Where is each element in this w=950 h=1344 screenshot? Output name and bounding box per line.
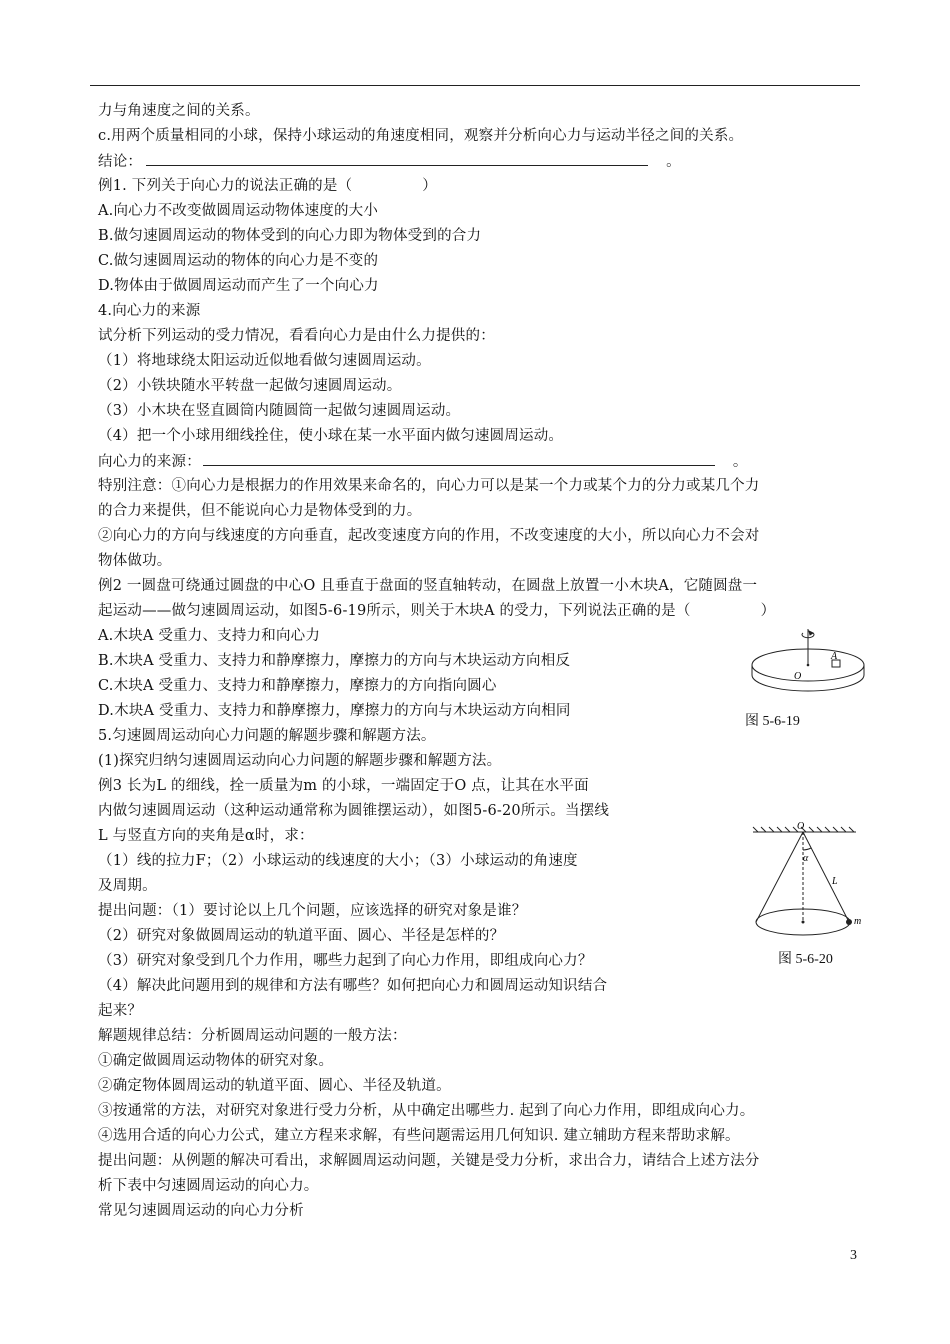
- center-dot: [807, 664, 810, 667]
- conclusion-line: [98, 151, 681, 172]
- label-a: A: [831, 651, 838, 662]
- source-label: 向心力的来源：: [98, 454, 201, 470]
- header-rule: [90, 85, 860, 86]
- pendulum-string: [803, 832, 849, 922]
- option-a: A.向心力不改变做圆周运动物体速度的大小: [98, 203, 379, 219]
- answer-blank[interactable]: [203, 451, 715, 466]
- figure-caption: 图 5-6-19: [745, 714, 800, 729]
- text-line: ②确定物体圆周运动的轨道平面、圆心、半径及轨道。: [98, 1078, 451, 1094]
- text-line: ①确定做圆周运动物体的研究对象。: [98, 1053, 334, 1069]
- example-2-question: 起运动——做匀速圆周运动，如图5-6-19所示，则关于木块A 的受力，下列说法正确的是（: [98, 603, 691, 619]
- text-line: ②向心力的方向与线速度的方向垂直，起改变速度方向的作用，不改变速度的大小，所以向心力不会对: [98, 528, 760, 544]
- angle-arc: [803, 848, 811, 850]
- text-line: 的合力来提供，但不能说向心力是物体受到的力。: [98, 503, 422, 519]
- option-a: A.木块A 受重力、支持力和向心力: [98, 628, 321, 644]
- text-line: c.用两个质量相同的小球，保持小球运动的角速度相同，观察并分析向心力与运动半径之间的关系。: [98, 128, 744, 144]
- example-1-line: [98, 176, 437, 196]
- text-line: 物体做功。: [98, 553, 172, 569]
- center-dot: [802, 921, 805, 924]
- option-d: D.木块A 受重力、支持力和静摩擦力，摩擦力的方向与木块运动方向相同: [98, 703, 571, 719]
- text-line: 提出问题：（1）要讨论以上几个问题，应该选择的研究对象是谁？: [98, 903, 527, 919]
- label-alpha: α: [803, 853, 809, 864]
- list-item: （1）将地球绕太阳运动近似地看做匀速圆周运动。: [98, 353, 431, 369]
- answer-blank[interactable]: [146, 151, 648, 166]
- text-line: 力与角速度之间的关系。: [98, 103, 260, 119]
- period: 。: [732, 454, 748, 470]
- arrowhead-icon: [809, 631, 813, 635]
- text-line: (1)探究归纳匀速圆周运动向心力问题的解题步骤和解题方法。: [98, 753, 502, 769]
- option-d: D.物体由于做圆周运动而产生了一个向心力: [98, 278, 379, 294]
- option-b: B.做匀速圆周运动的物体受到的向心力即为物体受到的合力: [98, 228, 482, 244]
- example-2-line: [98, 601, 775, 621]
- list-item: （2）小铁块随水平转盘一起做匀速圆周运动。: [98, 378, 402, 394]
- text-line: 常见匀速圆周运动的向心力分析: [98, 1203, 304, 1219]
- label-l: L: [832, 876, 838, 887]
- option-c: C.木块A 受重力、支持力和静摩擦力，摩擦力的方向指向圆心: [98, 678, 497, 694]
- text-line: 析下表中匀速圆周运动的向心力。: [98, 1178, 319, 1194]
- paren-close: ）: [422, 178, 437, 194]
- text-line: （3）研究对象受到几个力作用，哪些力起到了向心力作用，即组成向心力？: [98, 953, 593, 969]
- option-b: B.木块A 受重力、支持力和静摩擦力，摩擦力的方向与木块运动方向相反: [98, 653, 571, 669]
- list-item: （3）小木块在竖直圆筒内随圆筒一起做匀速圆周运动。: [98, 403, 461, 419]
- section-heading: 4.向心力的来源: [98, 303, 201, 319]
- disc-rim: [752, 665, 864, 691]
- text-line: L 与竖直方向的夹角是α时，求：: [98, 828, 314, 844]
- text-line: 提出问题：从例题的解决可看出，求解圆周运动问题，关键是受力分析，求出合力，请结合上述方法分: [98, 1153, 760, 1169]
- text-line: （2）研究对象做圆周运动的轨道平面、圆心、半径是怎样的？: [98, 928, 505, 944]
- label-m: m: [854, 916, 862, 927]
- paren-close: ）: [760, 603, 776, 619]
- text-line: 试分析下列运动的受力情况，看看向心力是由什么力提供的：: [98, 328, 495, 344]
- text-line: 及周期。: [98, 878, 157, 894]
- disc-figure: [748, 625, 868, 705]
- text-line: 例3 长为L 的细线，拴一质量为m 的小球，一端固定于O 点，让其在水平面: [98, 778, 589, 794]
- text-line: 例2 一圆盘可绕通过圆盘的中心O 且垂直于盘面的竖直轴转动，在圆盘上放置一小木块A，它随圆盘一: [98, 578, 758, 594]
- conclusion-label: 结论：: [98, 154, 143, 170]
- conical-pendulum-figure: [748, 818, 866, 948]
- cone-edge-left: [756, 832, 803, 922]
- text-line: 起来？: [98, 1003, 143, 1019]
- option-c: C.做匀速圆周运动的物体的向心力是不变的: [98, 253, 379, 269]
- text-line: ④选用合适的向心力公式，建立方程来求解，有些问题需运用几何知识. 建立辅助方程来帮助求解。: [98, 1128, 740, 1144]
- section-heading: 5.匀速圆周运动向心力问题的解题步骤和解题方法。: [98, 728, 436, 744]
- text-line: 解题规律总结：分析圆周运动问题的一般方法：: [98, 1028, 407, 1044]
- figure-caption: 图 5-6-20: [778, 952, 833, 967]
- page-number: 3: [850, 1248, 857, 1263]
- text-line: （1）线的拉力F；（2）小球运动的线速度的大小；（3）小球运动的角速度: [98, 853, 578, 869]
- text-line: 特别注意：①向心力是根据力的作用效果来命名的，向心力可以是某一个力或某个力的分力或某几个力: [98, 478, 760, 494]
- list-item: （4）把一个小球用细线拴住，使小球在某一水平面内做匀速圆周运动。: [98, 428, 564, 444]
- ball: [846, 919, 852, 925]
- period: 。: [666, 154, 681, 170]
- text-line: 内做匀速圆周运动（这种运动通常称为圆锥摆运动），如图5-6-20所示。当摆线: [98, 803, 610, 819]
- text-line: ③按通常的方法，对研究对象进行受力分析，从中确定出哪些力. 起到了向心力作用，即组成向心力。: [98, 1103, 755, 1119]
- label-o: O: [794, 671, 802, 682]
- label-o: O: [797, 821, 805, 832]
- text-line: （4）解决此问题用到的规律和方法有哪些？如何把向心力和圆周运动知识结合: [98, 978, 608, 994]
- source-line: [98, 451, 748, 472]
- example-1-question: 例1. 下列关于向心力的说法正确的是（: [98, 178, 353, 194]
